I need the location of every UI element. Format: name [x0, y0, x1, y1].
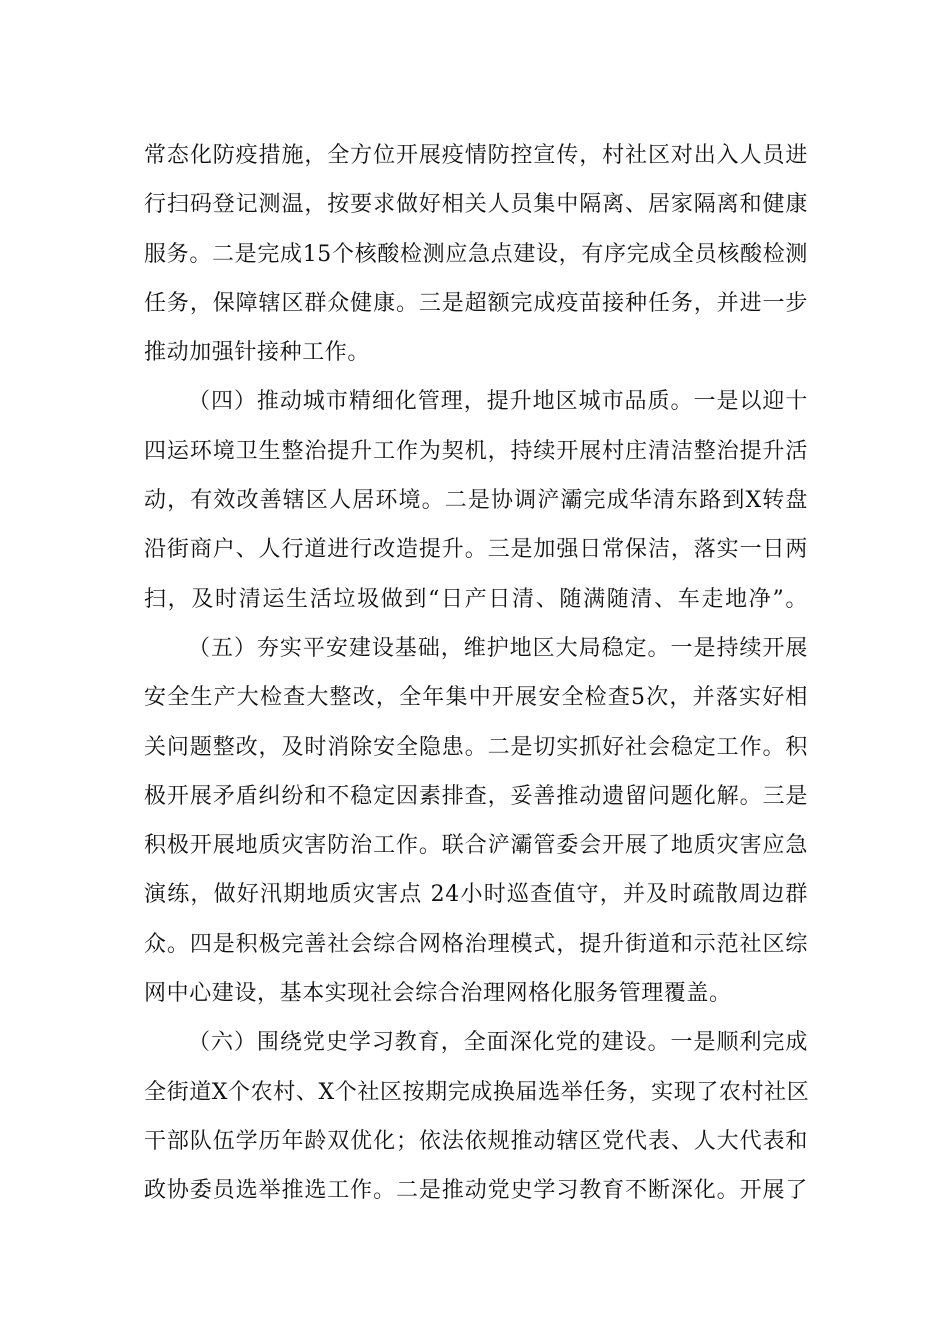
text-line: 干部队伍学历年龄双优化；依法依规推动辖区党代表、人大代表和 — [144, 1128, 808, 1154]
text-line: 动，有效改善辖区人居环境。二是协调浐灞完成华清东路到X转盘 — [144, 488, 808, 514]
text-line: 网中心建设，基本实现社会综合治理网格化服务管理覆盖。 — [144, 981, 732, 1007]
text-line: 推动加强针接种工作。 — [144, 340, 371, 366]
text-line: 扫，及时清运生活垃圾做到“日产日清、随满随清、车走地净”。 — [144, 586, 808, 612]
text-line: （五）夯实平安建设基础，维护地区大局稳定。一是持续开展 — [188, 635, 808, 661]
text-line: 政协委员选举推选工作。二是推动党史学习教育不断深化。开展了 — [144, 1178, 808, 1204]
text-line: 关问题整改，及时消除安全隐患。二是切实抓好社会稳定工作。积 — [144, 734, 808, 760]
text-line: 演练，做好汛期地质灾害点 24小时巡查值守，并及时疏散周边群 — [144, 882, 808, 908]
text-line: 全街道X个农村、X个社区按期完成换届选举任务，实现了农村社区 — [144, 1079, 810, 1105]
text-line: （四）推动城市精细化管理，提升地区城市品质。一是以迎十 — [188, 389, 808, 415]
text-line: 任务，保障辖区群众健康。三是超额完成疫苗接种任务，并进一步 — [144, 290, 808, 316]
text-line: （六）围绕党史学习教育，全面深化党的建设。一是顺利完成 — [188, 1030, 808, 1056]
text-line: 行扫码登记测温，按要求做好相关人员集中隔离、居家隔离和健康 — [144, 192, 808, 218]
text-line: 积极开展地质灾害防治工作。联合浐灞管委会开展了地质灾害应急 — [144, 833, 808, 859]
text-line: 众。四是积极完善社会综合网格治理模式，提升街道和示范社区综 — [144, 931, 808, 957]
text-line: 四运环境卫生整治提升工作为契机，持续开展村庄清洁整治提升活 — [144, 438, 808, 464]
document-body — [144, 131, 808, 1216]
text-line: 服务。二是完成15个核酸检测应急点建设，有序完成全员核酸检测 — [144, 241, 808, 267]
text-line: 极开展矛盾纠纷和不稳定因素排查，妥善推动遗留问题化解。三是 — [144, 783, 808, 809]
text-line: 安全生产大检查大整改，全年集中开展安全检查5次，并落实好相 — [144, 685, 808, 711]
text-line: 沿街商户、人行道进行改造提升。三是加强日常保洁，落实一日两 — [144, 537, 808, 563]
text-line: 常态化防疫措施，全方位开展疫情防控宣传，村社区对出入人员进 — [144, 143, 808, 168]
